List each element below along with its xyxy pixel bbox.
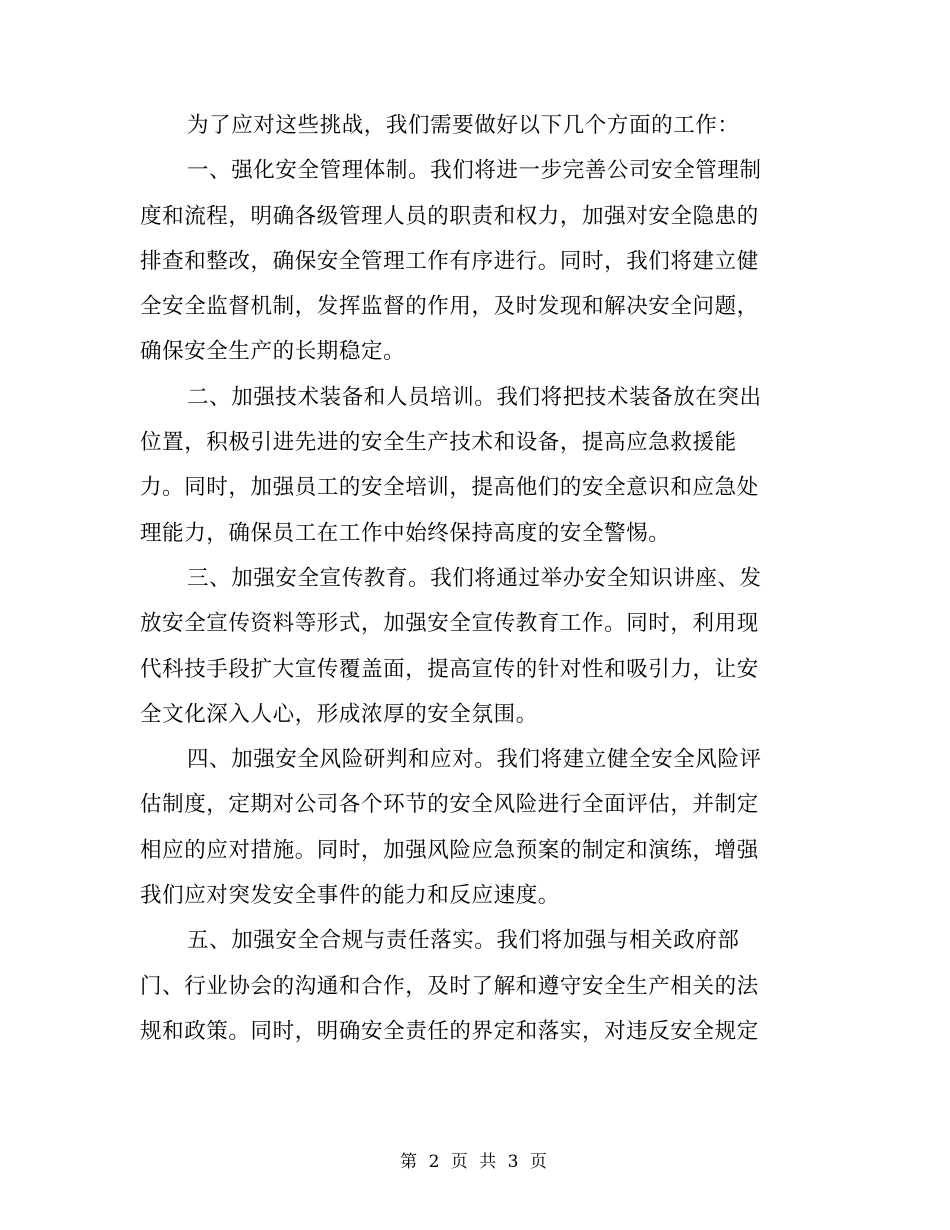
document-body (140, 103, 800, 1054)
text-line: 全安全监督机制，发挥监督的作用，及时发现和解决安全问题， (140, 294, 759, 320)
text-line: 代科技手段扩大宣传覆盖面，提高宣传的针对性和吸引力，让安 (140, 656, 759, 682)
text-line: 三、加强安全宣传教育。我们将通过举办安全知识讲座、发 (187, 565, 762, 591)
text-line: 位置，积极引进先进的安全生产技术和设备，提高应急救援能 (140, 430, 737, 456)
text-line: 一、强化安全管理体制。我们将进一步完善公司安全管理制 (187, 158, 762, 184)
text-line: 我们应对突发安全事件的能力和反应速度。 (140, 883, 560, 909)
text-line: 五、加强安全合规与责任落实。我们将加强与相关政府部 (187, 928, 740, 954)
text-line: 理能力，确保员工在工作中始终保持高度的安全警惕。 (140, 520, 671, 546)
page-number-footer: 第 2 页 共 3 页 (400, 1152, 550, 1172)
text-line: 估制度，定期对公司各个环节的安全风险进行全面评估，并制定 (140, 792, 759, 818)
text-line: 排查和整改，确保安全管理工作有序进行。同时，我们将建立健 (140, 248, 759, 274)
text-line: 度和流程，明确各级管理人员的职责和权力，加强对安全隐患的 (140, 203, 759, 229)
text-line: 力。同时，加强员工的安全培训，提高他们的安全意识和应急处 (140, 475, 759, 501)
text-line: 门、行业协会的沟通和合作，及时了解和遵守安全生产相关的法 (140, 973, 759, 999)
text-line: 放安全宣传资料等形式，加强安全宣传教育工作。同时，利用现 (140, 611, 759, 637)
text-line: 全文化深入人心，形成浓厚的安全氛围。 (140, 701, 538, 727)
text-line: 规和政策。同时，明确安全责任的界定和落实，对违反安全规定 (140, 1018, 759, 1044)
text-line: 确保安全生产的长期稳定。 (140, 339, 406, 365)
text-line: 为了应对这些挑战，我们需要做好以下几个方面的工作： (187, 113, 740, 138)
text-line: 四、加强安全风险研判和应对。我们将建立健全安全风险评 (187, 747, 762, 773)
text-line: 相应的应对措施。同时，加强风险应急预案的制定和演练，增强 (140, 837, 759, 863)
text-line: 二、加强技术装备和人员培训。我们将把技术装备放在突出 (187, 384, 762, 410)
